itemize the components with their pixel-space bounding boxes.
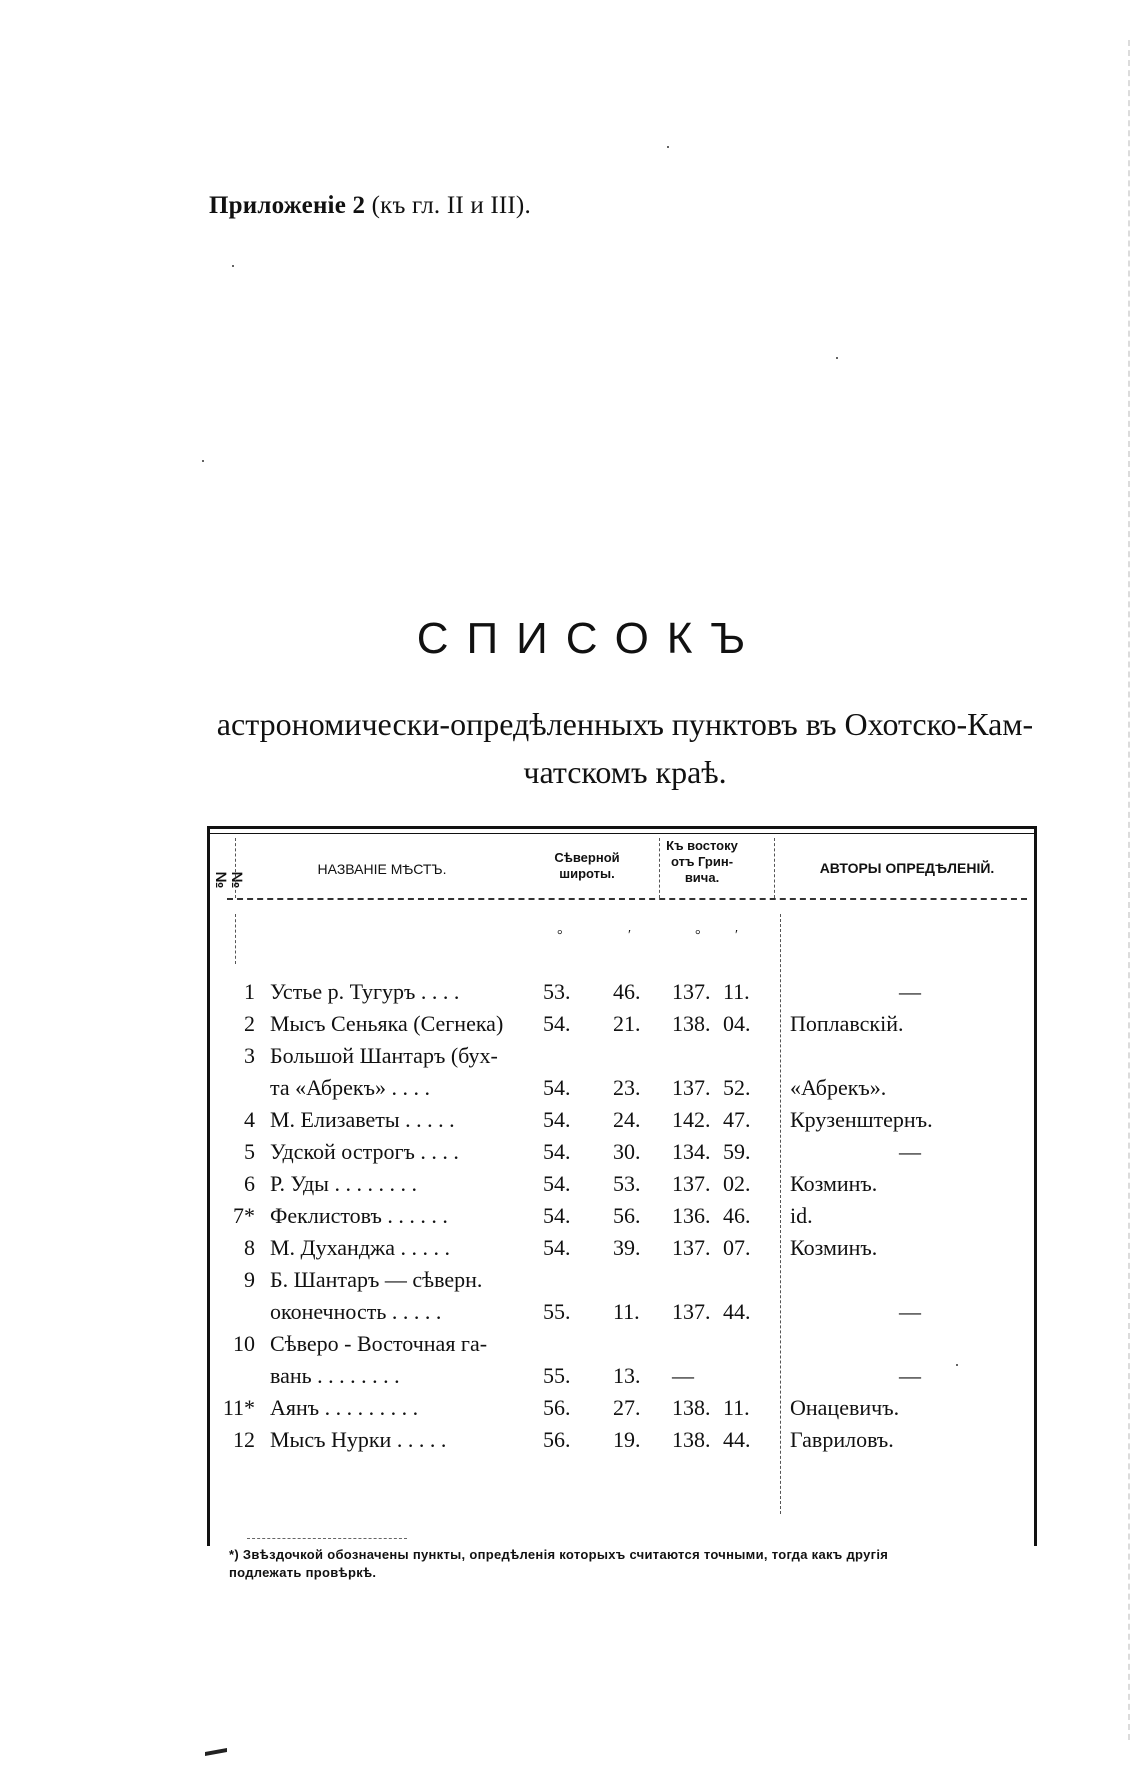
row-place-name: оконечность . . . . . bbox=[270, 1299, 442, 1324]
row-latitude-minutes: 21. bbox=[613, 1011, 641, 1036]
header-authors: АВТОРЫ ОПРЕДѢЛЕНІЙ. bbox=[819, 860, 995, 876]
row-author: Гавриловъ. bbox=[790, 1427, 894, 1452]
footnote-rule bbox=[247, 1538, 407, 1539]
row-latitude-minutes: 46. bbox=[613, 979, 641, 1004]
row-longitude-minutes: 04. bbox=[723, 1011, 751, 1036]
table-row bbox=[207, 1136, 1037, 1168]
subtitle-line-1: астрономически-опредѣленныхъ пунктовъ въ Охотско-Кам- bbox=[216, 706, 1034, 742]
unit-lat-min: ′ bbox=[628, 928, 632, 943]
row-longitude-minutes: 11. bbox=[723, 979, 750, 1004]
row-author: Козминъ. bbox=[790, 1235, 878, 1260]
row-latitude-degrees: 54. bbox=[543, 1171, 571, 1196]
table-row bbox=[207, 1232, 1037, 1264]
row-latitude-minutes: 13. bbox=[613, 1363, 641, 1388]
row-author: Козминъ. bbox=[790, 1171, 878, 1196]
row-latitude-degrees: 54. bbox=[543, 1011, 571, 1036]
row-place-name: Б. Шантаръ — сѣверн. bbox=[270, 1267, 483, 1292]
appendix-heading bbox=[209, 192, 531, 220]
coordinates-table bbox=[207, 826, 1037, 1580]
row-longitude-degrees: 137. bbox=[672, 1075, 711, 1100]
row-latitude-minutes: 11. bbox=[613, 1299, 640, 1324]
row-place-name: Удской острогъ . . . . bbox=[270, 1139, 459, 1164]
row-longitude-minutes: 59. bbox=[723, 1139, 751, 1164]
table-row bbox=[207, 1104, 1037, 1136]
row-place-name: Мысъ Сеньяка (Сегнека) bbox=[270, 1011, 504, 1036]
page-title: СПИСОКЪ bbox=[416, 614, 764, 663]
row-author: — bbox=[899, 979, 921, 1004]
row-number: 3 bbox=[244, 1043, 255, 1068]
row-latitude-minutes: 30. bbox=[613, 1139, 641, 1164]
scan-speck bbox=[232, 265, 234, 267]
table-row bbox=[207, 1360, 1037, 1392]
row-longitude-minutes: 02. bbox=[723, 1171, 751, 1196]
row-number: 4 bbox=[244, 1107, 255, 1132]
row-longitude-degrees: 134. bbox=[672, 1139, 711, 1164]
col-sep-1 bbox=[235, 838, 236, 898]
row-place-name: Мысъ Нурки . . . . . bbox=[270, 1427, 447, 1452]
row-latitude-minutes: 27. bbox=[613, 1395, 641, 1420]
row-place-name: М. Елизаветы . . . . . bbox=[270, 1107, 455, 1132]
col-sep-3 bbox=[659, 838, 660, 898]
row-author: «Абрекъ». bbox=[790, 1075, 887, 1100]
row-place-name: вань . . . . . . . . bbox=[270, 1363, 400, 1388]
col-sep-4 bbox=[774, 838, 775, 898]
header-place-name: НАЗВАНІЕ МѢСТЪ. bbox=[317, 861, 447, 877]
row-place-name: Р. Уды . . . . . . . . bbox=[270, 1171, 417, 1196]
row-latitude-degrees: 55. bbox=[543, 1363, 571, 1388]
row-number: 9 bbox=[244, 1267, 255, 1292]
row-place-name: Аянъ . . . . . . . . . bbox=[270, 1395, 419, 1420]
row-latitude-minutes: 39. bbox=[613, 1235, 641, 1260]
row-longitude-minutes: 47. bbox=[723, 1107, 751, 1132]
header-longitude-line-2: отъ Грин- bbox=[670, 854, 734, 869]
table-row bbox=[207, 1008, 1037, 1040]
row-place-name: Феклистовъ . . . . . . bbox=[270, 1203, 448, 1228]
table-row bbox=[207, 1200, 1037, 1232]
row-longitude-degrees: 142. bbox=[672, 1107, 711, 1132]
row-number: 6 bbox=[244, 1171, 255, 1196]
row-longitude-degrees: 137. bbox=[672, 1235, 711, 1260]
header-longitude bbox=[647, 838, 757, 886]
row-number: 7* bbox=[233, 1203, 255, 1228]
row-latitude-degrees: 54. bbox=[543, 1203, 571, 1228]
header-divider bbox=[227, 898, 1027, 900]
row-number: 1 bbox=[244, 979, 255, 1004]
header-latitude bbox=[537, 850, 637, 882]
row-latitude-degrees: 54. bbox=[543, 1139, 571, 1164]
col-sep-2 bbox=[235, 914, 236, 964]
row-number: 11* bbox=[222, 1395, 255, 1420]
row-author: — bbox=[899, 1363, 921, 1388]
header-longitude-line-3: вича. bbox=[684, 870, 720, 885]
page-subtitle bbox=[210, 700, 1040, 796]
page-edge-shadow bbox=[1128, 40, 1132, 1740]
subtitle-line-2: чатскомъ краѣ. bbox=[523, 754, 727, 790]
row-longitude-minutes: 52. bbox=[723, 1075, 751, 1100]
table-row bbox=[207, 1392, 1037, 1424]
row-latitude-minutes: 19. bbox=[613, 1427, 641, 1452]
scan-speck bbox=[667, 146, 669, 148]
table-row bbox=[207, 1296, 1037, 1328]
unit-lon-deg: ° bbox=[695, 928, 701, 943]
row-number: 12 bbox=[233, 1427, 255, 1452]
header-latitude-line-2: широты. bbox=[559, 866, 615, 881]
row-longitude-degrees: 138. bbox=[672, 1011, 711, 1036]
row-latitude-degrees: 55. bbox=[543, 1299, 571, 1324]
row-latitude-degrees: 54. bbox=[543, 1075, 571, 1100]
row-longitude-minutes: 11. bbox=[723, 1395, 750, 1420]
row-latitude-degrees: 56. bbox=[543, 1395, 571, 1420]
row-latitude-minutes: 56. bbox=[613, 1203, 641, 1228]
row-author: id. bbox=[790, 1203, 813, 1228]
row-latitude-degrees: 54. bbox=[543, 1235, 571, 1260]
row-number: 8 bbox=[244, 1235, 255, 1260]
row-number: 2 bbox=[244, 1011, 255, 1036]
row-longitude-degrees: 137. bbox=[672, 1171, 711, 1196]
header-longitude-line-1: Къ востоку bbox=[666, 838, 738, 853]
row-latitude-degrees: 54. bbox=[543, 1107, 571, 1132]
row-longitude-degrees: — bbox=[672, 1363, 694, 1388]
table-row bbox=[207, 976, 1037, 1008]
header-number: №№ bbox=[212, 871, 245, 889]
header-latitude-line-1: Сѣверной bbox=[554, 850, 620, 865]
row-place-name: та «Абрекъ» . . . . bbox=[270, 1075, 430, 1100]
table-top-rule-thin bbox=[207, 833, 1037, 834]
row-longitude-degrees: 136. bbox=[672, 1203, 711, 1228]
row-latitude-minutes: 53. bbox=[613, 1171, 641, 1196]
footnote-line-2: подлежать провѣркѣ. bbox=[229, 1565, 377, 1580]
row-author: — bbox=[899, 1139, 921, 1164]
unit-lon-min: ′ bbox=[735, 928, 739, 943]
footnote-line-1: *) Звѣздочкой обозначены пункты, опредѣленія которыхъ считаются точными, тогда какъ другія bbox=[229, 1547, 889, 1562]
unit-lat-deg: ° bbox=[557, 928, 563, 943]
scan-speck bbox=[836, 357, 838, 359]
row-author: Онацевичъ. bbox=[790, 1395, 900, 1420]
row-number: 10 bbox=[233, 1331, 255, 1356]
appendix-label: Приложеніе 2 bbox=[209, 192, 366, 219]
appendix-reference: (къ гл. II и III). bbox=[365, 192, 531, 219]
row-latitude-degrees: 56. bbox=[543, 1427, 571, 1452]
row-longitude-degrees: 137. bbox=[672, 1299, 711, 1324]
row-author: Крузенштернъ. bbox=[790, 1107, 933, 1132]
row-place-name: Устье р. Тугуръ . . . . bbox=[270, 979, 460, 1004]
table-row bbox=[207, 1264, 1037, 1296]
table-row bbox=[207, 1424, 1037, 1456]
row-latitude-minutes: 23. bbox=[613, 1075, 641, 1100]
row-latitude-minutes: 24. bbox=[613, 1107, 641, 1132]
footnote bbox=[229, 1546, 1029, 1582]
scan-corner-mark bbox=[205, 1748, 227, 1756]
row-longitude-degrees: 138. bbox=[672, 1427, 711, 1452]
row-longitude-minutes: 07. bbox=[723, 1235, 751, 1260]
row-longitude-minutes: 44. bbox=[723, 1427, 751, 1452]
row-number: 5 bbox=[244, 1139, 255, 1164]
row-author: Поплавскій. bbox=[790, 1011, 904, 1036]
row-longitude-degrees: 138. bbox=[672, 1395, 711, 1420]
table-row bbox=[207, 1328, 1037, 1360]
row-longitude-degrees: 137. bbox=[672, 979, 711, 1004]
scan-speck bbox=[956, 1364, 958, 1366]
row-place-name: М. Духанджа . . . . . bbox=[270, 1235, 450, 1260]
row-longitude-minutes: 44. bbox=[723, 1299, 751, 1324]
row-longitude-minutes: 46. bbox=[723, 1203, 751, 1228]
row-place-name: Большой Шантаръ (бух- bbox=[270, 1043, 498, 1068]
row-latitude-degrees: 53. bbox=[543, 979, 571, 1004]
table-top-rule bbox=[207, 826, 1037, 829]
table-row bbox=[207, 1168, 1037, 1200]
scan-speck bbox=[202, 460, 204, 462]
row-place-name: Сѣверо - Восточная га- bbox=[270, 1331, 488, 1356]
row-author: — bbox=[899, 1299, 921, 1324]
table-row bbox=[207, 1072, 1037, 1104]
table-row bbox=[207, 1040, 1037, 1072]
